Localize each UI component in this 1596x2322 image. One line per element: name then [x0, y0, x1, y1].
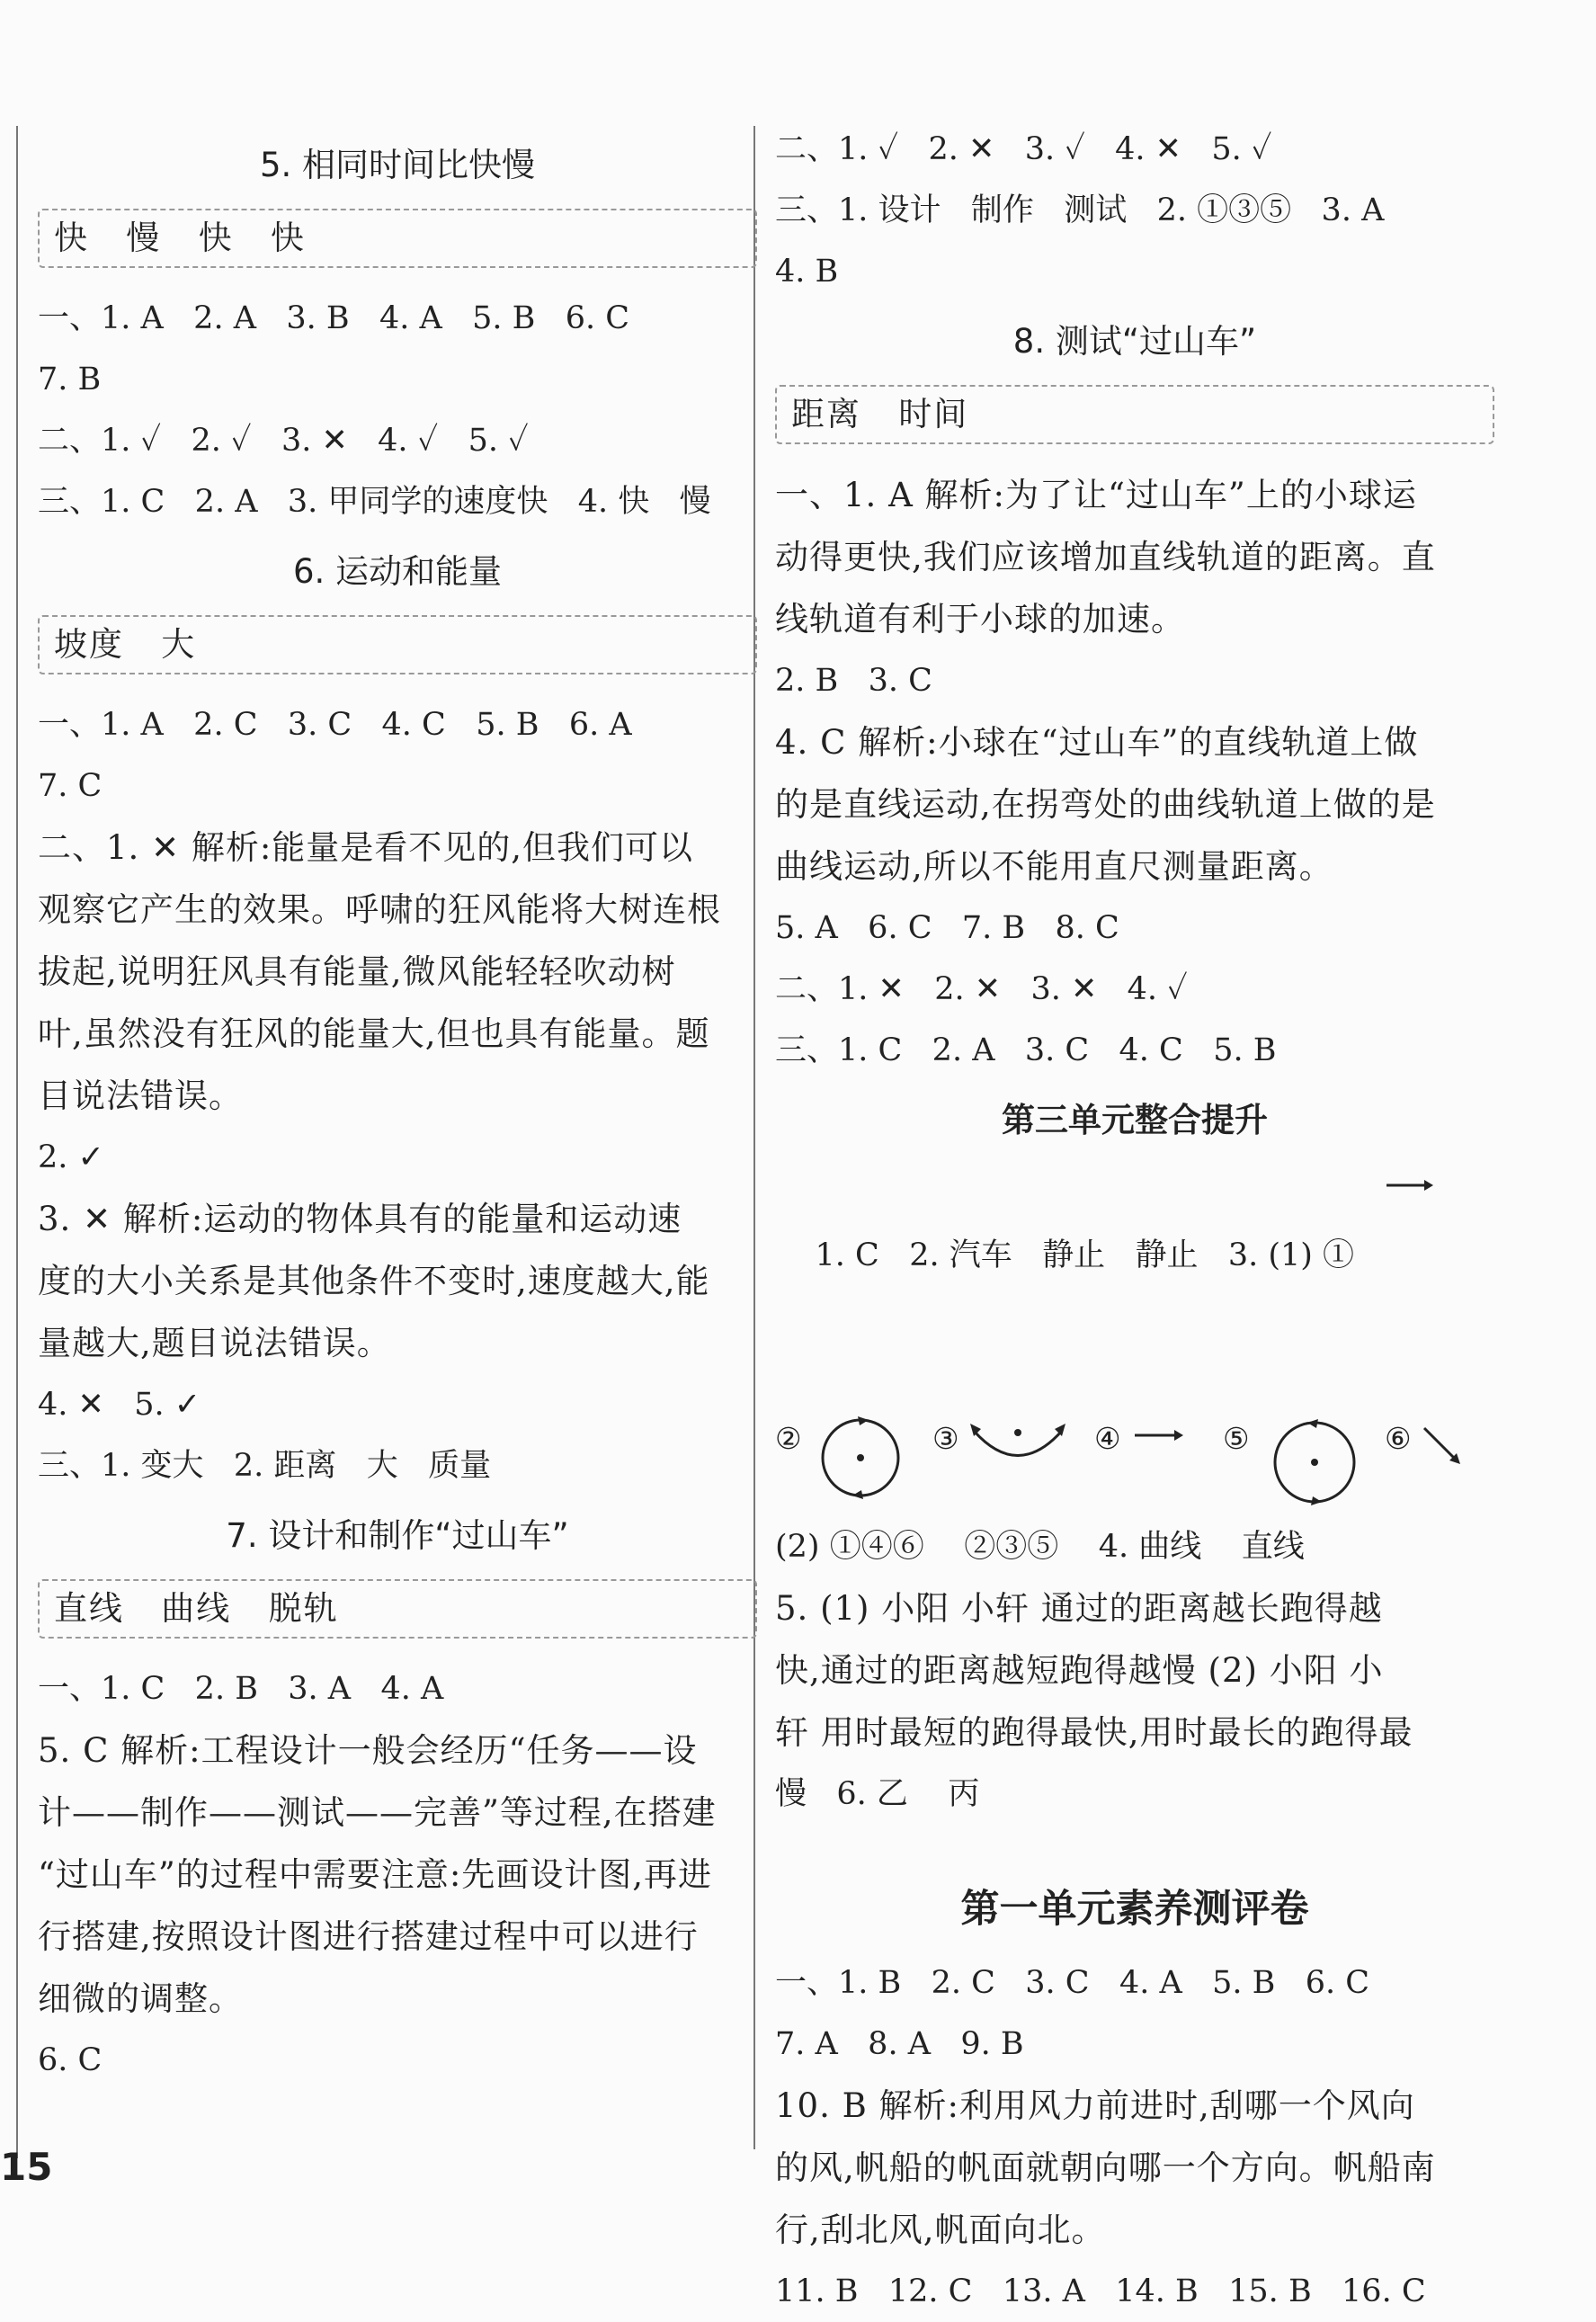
explanation-line: 的是直线运动,在拐弯处的曲线轨道上做的是 — [775, 785, 1436, 824]
straight-arrow-icon — [1385, 1176, 1435, 1194]
circled-2-label: ② — [775, 1421, 802, 1456]
section-5-blank-box: 快 慢 快 快 — [38, 209, 757, 268]
answer-line: 4. B — [775, 254, 839, 290]
answer-line: 2. B 3. C — [775, 663, 932, 699]
circular-motion-icon — [811, 1408, 910, 1507]
answer-line: 11. B 12. C 13. A 14. B 15. B 16. C — [775, 2273, 1426, 2309]
answer-line: 5. A 6. C 7. B 8. C — [775, 910, 1119, 946]
section-6-title: 6. 运动和能量 — [292, 552, 503, 591]
circled-4-label: ④ — [1094, 1421, 1121, 1456]
answer-line: 一、1. B 2. C 3. C 4. A 5. B 6. C — [775, 1965, 1370, 2001]
unit-1-test-title: 第一单元素养测评卷 — [960, 1887, 1309, 1932]
explanation-line: 行,刮北风,帆面向北。 — [775, 2210, 1106, 2249]
explanation-line: 目说法错误。 — [38, 1076, 243, 1115]
explanation-line: 动得更快,我们应该增加直线轨道的距离。直 — [775, 538, 1436, 576]
answer-line: 二、1. ✕ 2. ✕ 3. ✕ 4. ✓ — [775, 971, 1188, 1007]
motion-diagram-row — [775, 1408, 1494, 1516]
explanation-line: 计——制作——测试——完善”等过程,在搭建 — [38, 1793, 717, 1832]
explanation-line: 观察它产生的效果。呼啸的狂风能将大树连根 — [38, 890, 721, 929]
circled-3-label: ③ — [932, 1421, 959, 1456]
explanation-line: 细微的调整。 — [38, 1979, 243, 2018]
circled-5-label: ⑤ — [1223, 1421, 1250, 1456]
section-8-blank-box: 距离 时间 — [775, 385, 1494, 444]
unit-3-title: 第三单元整合提升 — [1002, 1101, 1268, 1139]
answer-text: 1. C 2. 汽车 静止 静止 3. (1) ① — [815, 1237, 1355, 1273]
answer-line: 二、1. ✓ 2. ✓ 3. ✕ 4. ✓ 5. ✓ — [38, 423, 529, 459]
explanation-line: 叶,虽然没有狂风的能量大,但也具有能量。题 — [38, 1014, 710, 1053]
section-7-blank-box: 直线 曲线 脱轨 — [38, 1579, 757, 1639]
explanation-line: 行搭建,按照设计图进行搭建过程中可以进行 — [38, 1917, 699, 1956]
explanation-line: “过山车”的过程中需要注意:先画设计图,再进 — [38, 1855, 713, 1894]
section-7-title: 7. 设计和制作“过山车” — [226, 1516, 569, 1555]
diagonal-arrow-icon — [1421, 1424, 1466, 1469]
section-8-title: 8. 测试“过山车” — [1012, 322, 1257, 361]
answer-line: 5. C 解析:工程设计一般会经历“任务——设 — [38, 1731, 698, 1770]
answer-line: 7. B — [38, 362, 102, 397]
page-number: 15 — [0, 2145, 53, 2189]
answer-line: 6. C — [38, 2042, 103, 2078]
answer-line: 一、1. C 2. B 3. A 4. A — [38, 1671, 444, 1707]
answer-line: 10. B 解析:利用风力前进时,刮哪一个风向 — [775, 2086, 1415, 2125]
answer-line — [775, 1164, 1494, 1408]
answer-line: 3. ✕ 解析:运动的物体具有的能量和运动速 — [38, 1200, 682, 1238]
answer-line: 一、1. A 2. A 3. B 4. A 5. B 6. C — [38, 300, 630, 336]
curved-motion-icon — [968, 1413, 1067, 1485]
explanation-line: 快,通过的距离越短跑得越慢 (2) 小阳 小 — [775, 1651, 1384, 1690]
answer-line: 7. C — [38, 768, 103, 804]
circled-6-label: ⑥ — [1385, 1421, 1412, 1456]
explanation-line: 量越大,题目说法错误。 — [38, 1324, 391, 1362]
explanation-line: 曲线运动,所以不能用直尺测量距离。 — [775, 847, 1333, 886]
section-5-title: 5. 相同时间比快慢 — [259, 146, 536, 184]
answer-line: 慢 6. 乙 丙 — [775, 1776, 980, 1812]
circular-motion-icon — [1261, 1413, 1369, 1512]
explanation-line: 线轨道有利于小球的加速。 — [775, 600, 1185, 639]
answer-line: 2. ✓ — [38, 1139, 104, 1175]
straight-arrow-icon — [1133, 1426, 1187, 1444]
right-column — [775, 119, 1494, 2322]
explanation-line: 的风,帆船的帆面就朝向哪一个方向。帆船南 — [775, 2148, 1436, 2187]
answer-line: (2) ①④⑥ ②③⑤ 4. 曲线 直线 — [775, 1529, 1305, 1565]
answer-line: 二、1. ✕ 解析:能量是看不见的,但我们可以 — [38, 828, 694, 867]
left-column — [38, 126, 757, 2091]
explanation-line: 轩 用时最短的跑得最快,用时最长的跑得最 — [775, 1713, 1413, 1752]
answer-line: 4. C 解析:小球在“过山车”的直线轨道上做 — [775, 723, 1419, 762]
left-margin-rule — [16, 126, 18, 2158]
answer-line: 二、1. ✓ 2. ✕ 3. ✓ 4. ✕ 5. ✓ — [775, 131, 1272, 167]
answer-line: 5. (1) 小阳 小轩 通过的距离越长跑得越 — [775, 1589, 1383, 1628]
answer-line: 4. ✕ 5. ✓ — [38, 1387, 201, 1423]
answer-line: 一、1. A 2. C 3. C 4. C 5. B 6. A — [38, 707, 632, 743]
explanation-line: 度的大小关系是其他条件不变时,速度越大,能 — [38, 1262, 710, 1300]
answer-line: 7. A 8. A 9. B — [775, 2026, 1024, 2062]
answer-line: 三、1. 设计 制作 测试 2. ①③⑤ 3. A — [775, 192, 1385, 228]
section-6-blank-box: 坡度 大 — [38, 615, 757, 674]
answer-line: 一、1. A 解析:为了让“过山车”上的小球运 — [775, 476, 1417, 514]
answer-line: 三、1. C 2. A 3. 甲同学的速度快 4. 快 慢 — [38, 484, 711, 520]
answer-line: 三、1. 变大 2. 距离 大 质量 — [38, 1448, 492, 1484]
answer-line: 三、1. C 2. A 3. C 4. C 5. B — [775, 1032, 1277, 1068]
explanation-line: 拔起,说明狂风具有能量,微风能轻轻吹动树 — [38, 952, 676, 991]
